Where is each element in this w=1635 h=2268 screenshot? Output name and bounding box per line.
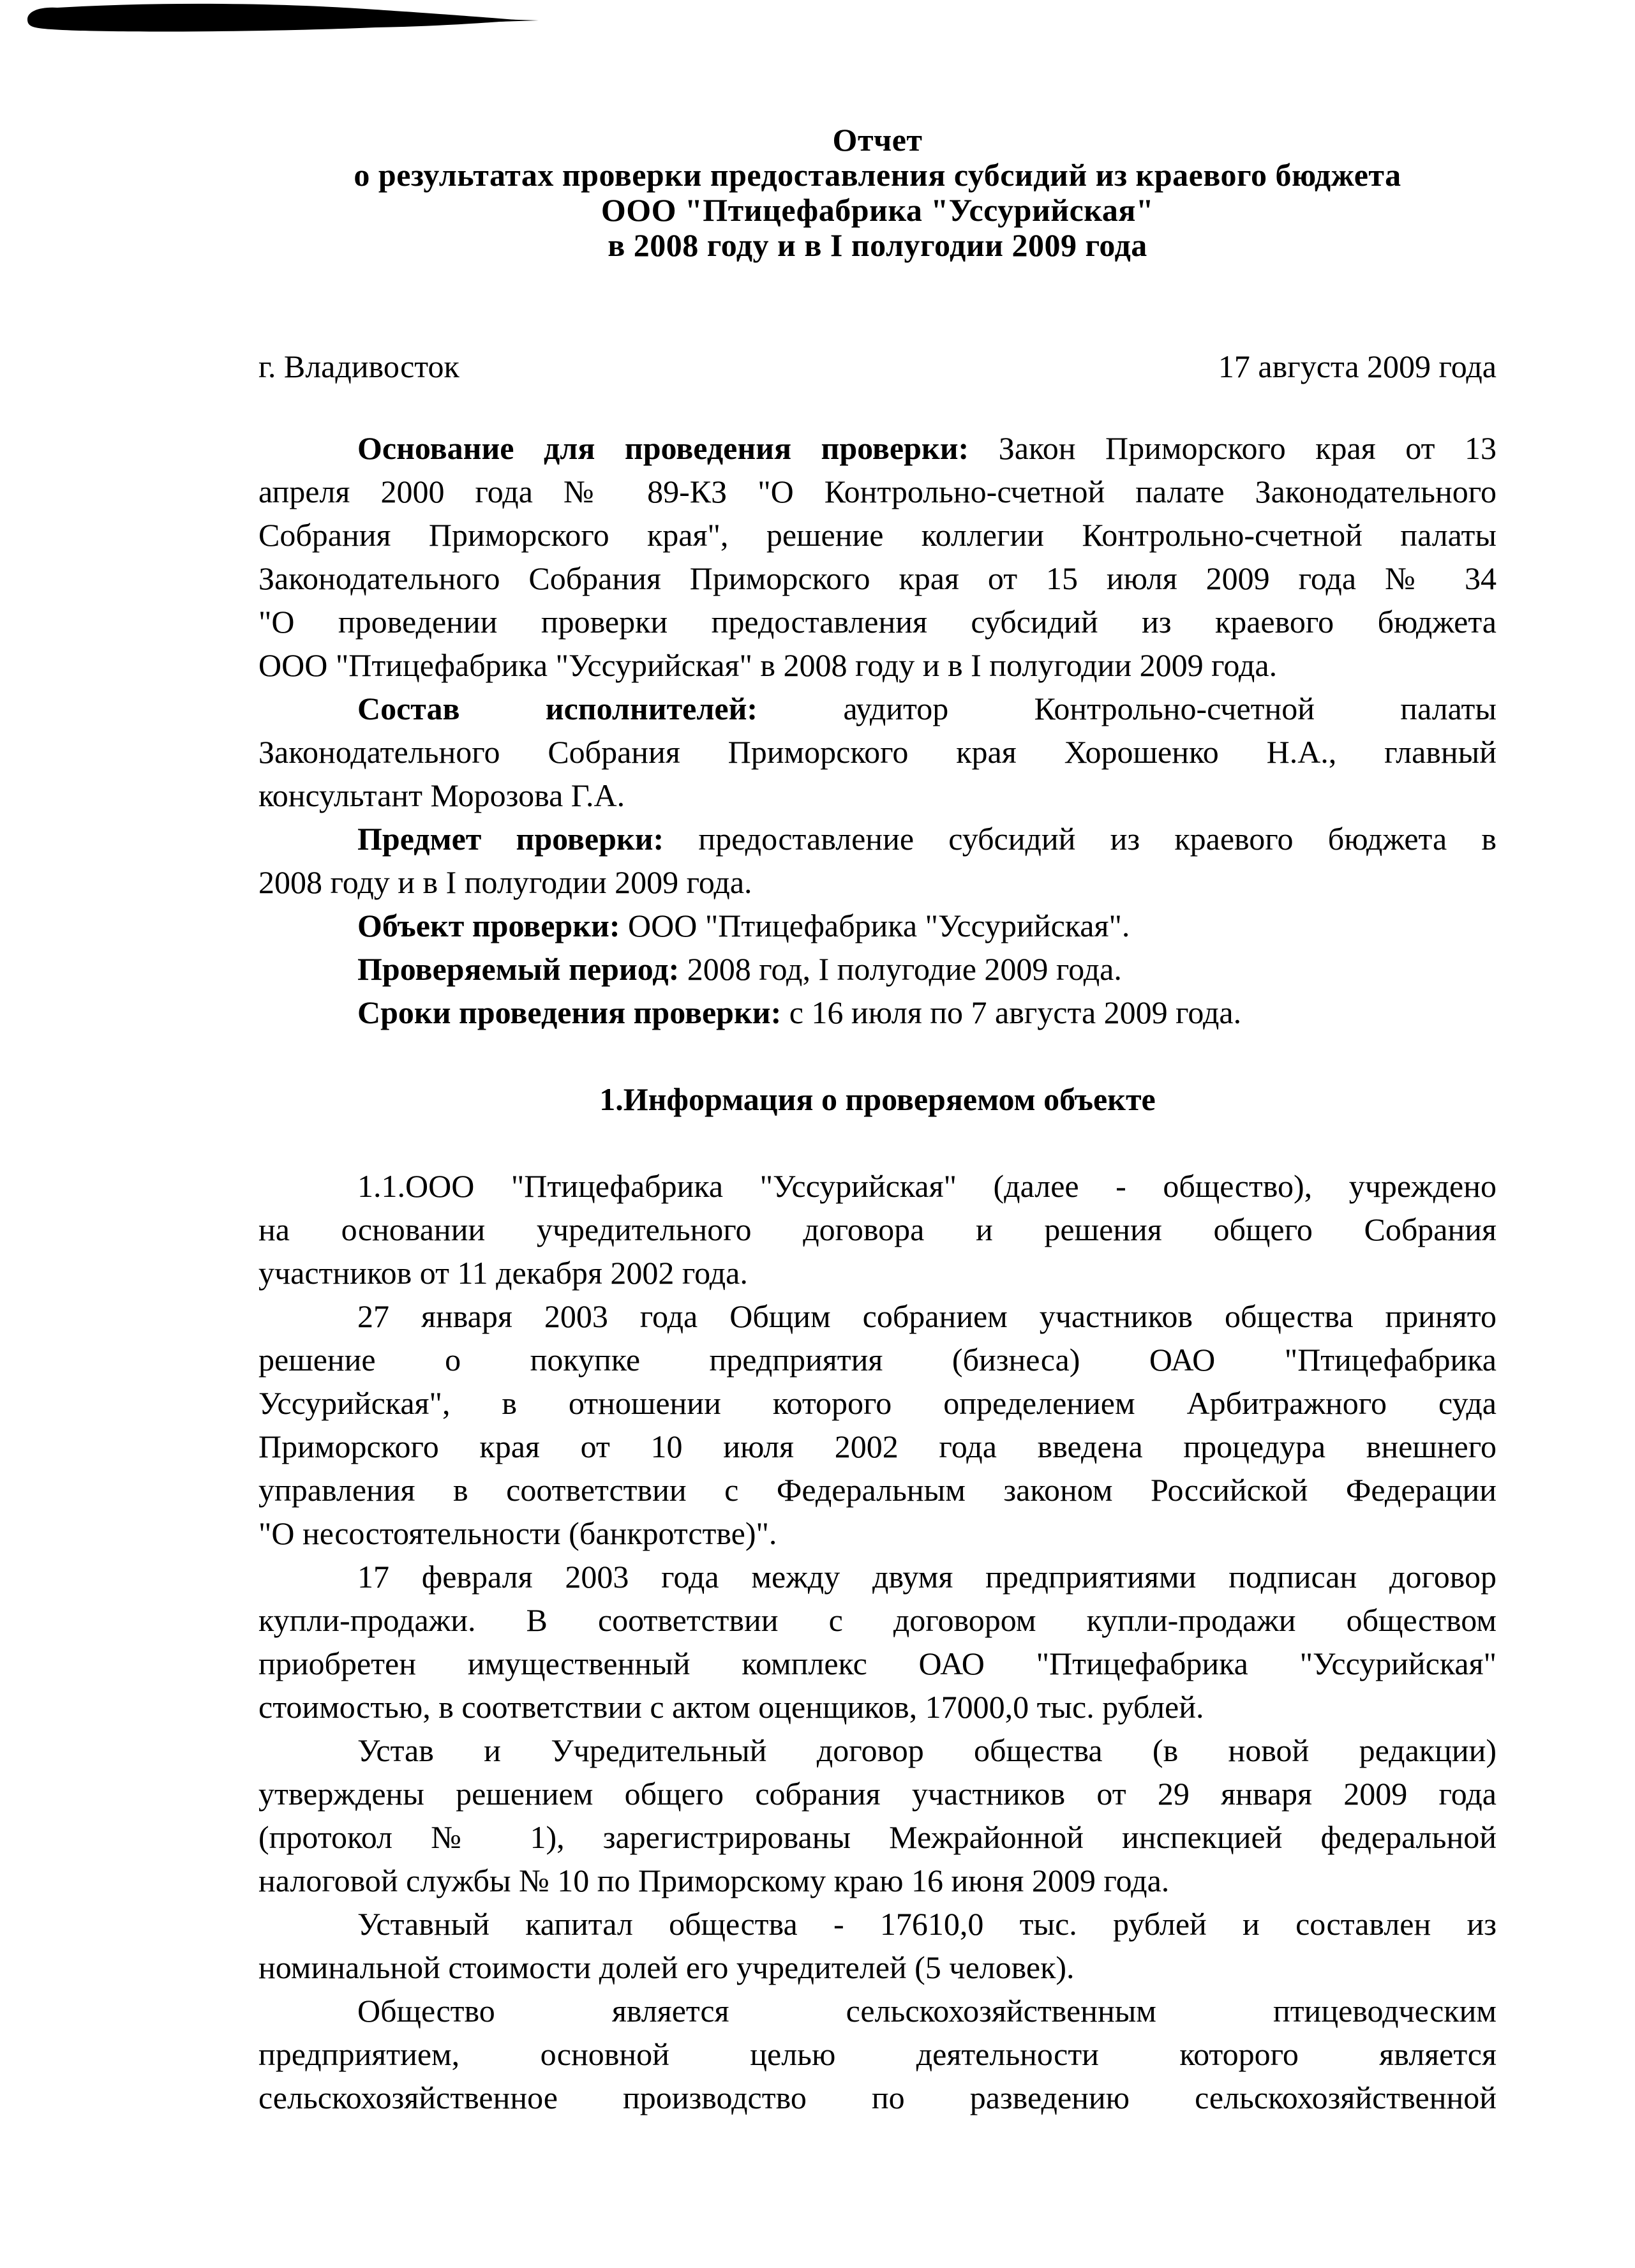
paragraph-line: сельскохозяйственное производство по разведению сельскохозяйственной	[258, 2080, 1497, 2115]
paragraph-line: ООО "Птицефабрика "Уссурийская" в 2008 году и в I полугодии 2009 года.	[258, 647, 1278, 683]
paragraph-label: Объект проверки:	[357, 908, 620, 943]
paragraph-line-text: предоставление субсидий из краевого бюджета в	[698, 821, 1497, 857]
paragraph-line: Собрания Приморского края", решение коллегии Контрольно-счетной палаты	[258, 517, 1497, 553]
paragraph-line: утверждены решением общего собрания участников от 29 января 2009 года	[258, 1776, 1497, 1812]
paragraph-line-text: Закон Приморского края от 13	[998, 430, 1497, 466]
report-title-line-4: в 2008 году и в I полугодии 2009 года	[608, 227, 1147, 263]
report-title	[258, 123, 1497, 263]
paragraph-first-line	[258, 687, 1497, 730]
paragraph-label: Сроки проведения проверки:	[357, 995, 782, 1030]
paragraph-capital	[258, 1902, 1497, 1989]
paragraph-line: номинальной стоимости долей его учредителей (5 человек).	[258, 1949, 1075, 1985]
scan-ink-smudge-artifact	[18, 1, 541, 37]
paragraph-line: консультант Морозова Г.А.	[258, 777, 625, 813]
paragraph-line: Законодательного Собрания Приморского края Хорошенко Н.А., главный	[258, 734, 1497, 770]
paragraph-line: предприятием, основной целью деятельности которого является	[258, 2036, 1497, 2072]
paragraph-activity	[258, 1989, 1497, 2119]
paragraph-label: Предмет проверки:	[357, 821, 664, 857]
paragraph-line: 1.1.ООО "Птицефабрика "Уссурийская" (далее - общество), учреждено	[357, 1168, 1497, 1204]
report-date: 17 августа 2009 года	[1218, 349, 1497, 384]
paragraph-line: "О проведении проверки предоставления субсидий из краевого бюджета	[258, 604, 1497, 640]
paragraph-line-text: ООО "Птицефабрика "Уссурийская".	[628, 908, 1130, 943]
paragraph-line: Устав и Учредительный договор общества (в новой редакции)	[357, 1732, 1497, 1768]
paragraph-first-line	[258, 426, 1497, 470]
paragraph-line: налоговой службы № 10 по Приморскому краю 16 июня 2009 года.	[258, 1863, 1170, 1898]
paragraph-charter	[258, 1729, 1497, 1902]
section-1-heading: 1.Информация о проверяемом объекте	[599, 1081, 1156, 1117]
report-title-line-3: ООО "Птицефабрика "Уссурийская"	[601, 192, 1154, 228]
paragraph-dates-of-check	[258, 991, 1497, 1034]
paragraph-line: участников от 11 декабря 2002 года.	[258, 1255, 748, 1291]
report-title-line-2: о результатах проверки предоставления субсидий из краевого бюджета	[354, 157, 1401, 193]
paragraph-period	[258, 947, 1497, 991]
paragraph-line: управления в соответствии с Федеральным законом Российской Федерации	[258, 1472, 1497, 1508]
paragraph-line: на основании учредительного договора и решения общего Собрания	[258, 1212, 1497, 1247]
paragraph-line: Законодательного Собрания Приморского края от 15 июля 2009 года № 34	[258, 560, 1497, 596]
paragraph-line: Уставный капитал общества - 17610,0 тыс. рублей и составлен из	[357, 1906, 1497, 1942]
paragraph-first-line	[258, 947, 1497, 991]
paragraph-line: Уссурийская", в отношении которого определением Арбитражного суда	[258, 1385, 1497, 1421]
paragraph-first-line	[258, 817, 1497, 860]
paragraph-line: решение о покупке предприятия (бизнеса) ОАО "Птицефабрика	[258, 1342, 1497, 1378]
paragraph-line-text: с 16 июля по 7 августа 2009 года.	[789, 995, 1242, 1030]
paragraph-line-text: 2008 год, I полугодие 2009 года.	[687, 951, 1122, 987]
paragraph-line: 17 февраля 2003 года между двумя предприятиями подписан договор	[357, 1559, 1497, 1595]
report-title-line-1: Отчет	[832, 122, 923, 158]
paragraph-line: апреля 2000 года № 89-КЗ "О Контрольно-счетной палате Законодательного	[258, 474, 1497, 509]
paragraph-label: Проверяемый период:	[357, 951, 680, 987]
paragraph-1-1-founding	[258, 1164, 1497, 1295]
paragraph-label: Состав исполнителей:	[357, 691, 758, 726]
paragraph-first-line	[258, 991, 1497, 1034]
paragraph-line: Общество является сельскохозяйственным птицеводческим	[357, 1993, 1497, 2029]
paragraph-line: стоимостью, в соответствии с актом оценщиков, 17000,0 тыс. рублей.	[258, 1689, 1204, 1725]
place-date-row	[258, 345, 1497, 388]
paragraph-line-text: аудитор Контрольно-счетной палаты	[843, 691, 1497, 726]
paragraph-line: 27 января 2003 года Общим собранием участников общества принято	[357, 1298, 1497, 1334]
paragraph-line: приобретен имущественный комплекс ОАО "Птицефабрика "Уссурийская"	[258, 1646, 1497, 1681]
paragraph-line: Приморского края от 10 июля 2002 года введена процедура внешнего	[258, 1429, 1497, 1464]
paragraph-label: Основание для проведения проверки:	[357, 430, 969, 466]
paragraph-basis	[258, 426, 1497, 687]
paragraph-purchase-decision	[258, 1295, 1497, 1555]
paragraph-first-line	[258, 904, 1497, 947]
paragraph-sale-contract	[258, 1555, 1497, 1729]
paragraph-line: (протокол № 1), зарегистрированы Межрайонной инспекцией федеральной	[258, 1819, 1497, 1855]
report-body	[258, 426, 1497, 2119]
paragraph-executors	[258, 687, 1497, 817]
paragraph-object	[258, 904, 1497, 947]
paragraph-line: купли-продажи. В соответствии с договором купли-продажи обществом	[258, 1602, 1497, 1638]
paragraph-subject	[258, 817, 1497, 904]
paragraph-line: 2008 году и в I полугодии 2009 года.	[258, 864, 752, 900]
report-place: г. Владивосток	[258, 349, 459, 384]
paragraph-line: "О несостоятельности (банкротстве)".	[258, 1515, 777, 1551]
